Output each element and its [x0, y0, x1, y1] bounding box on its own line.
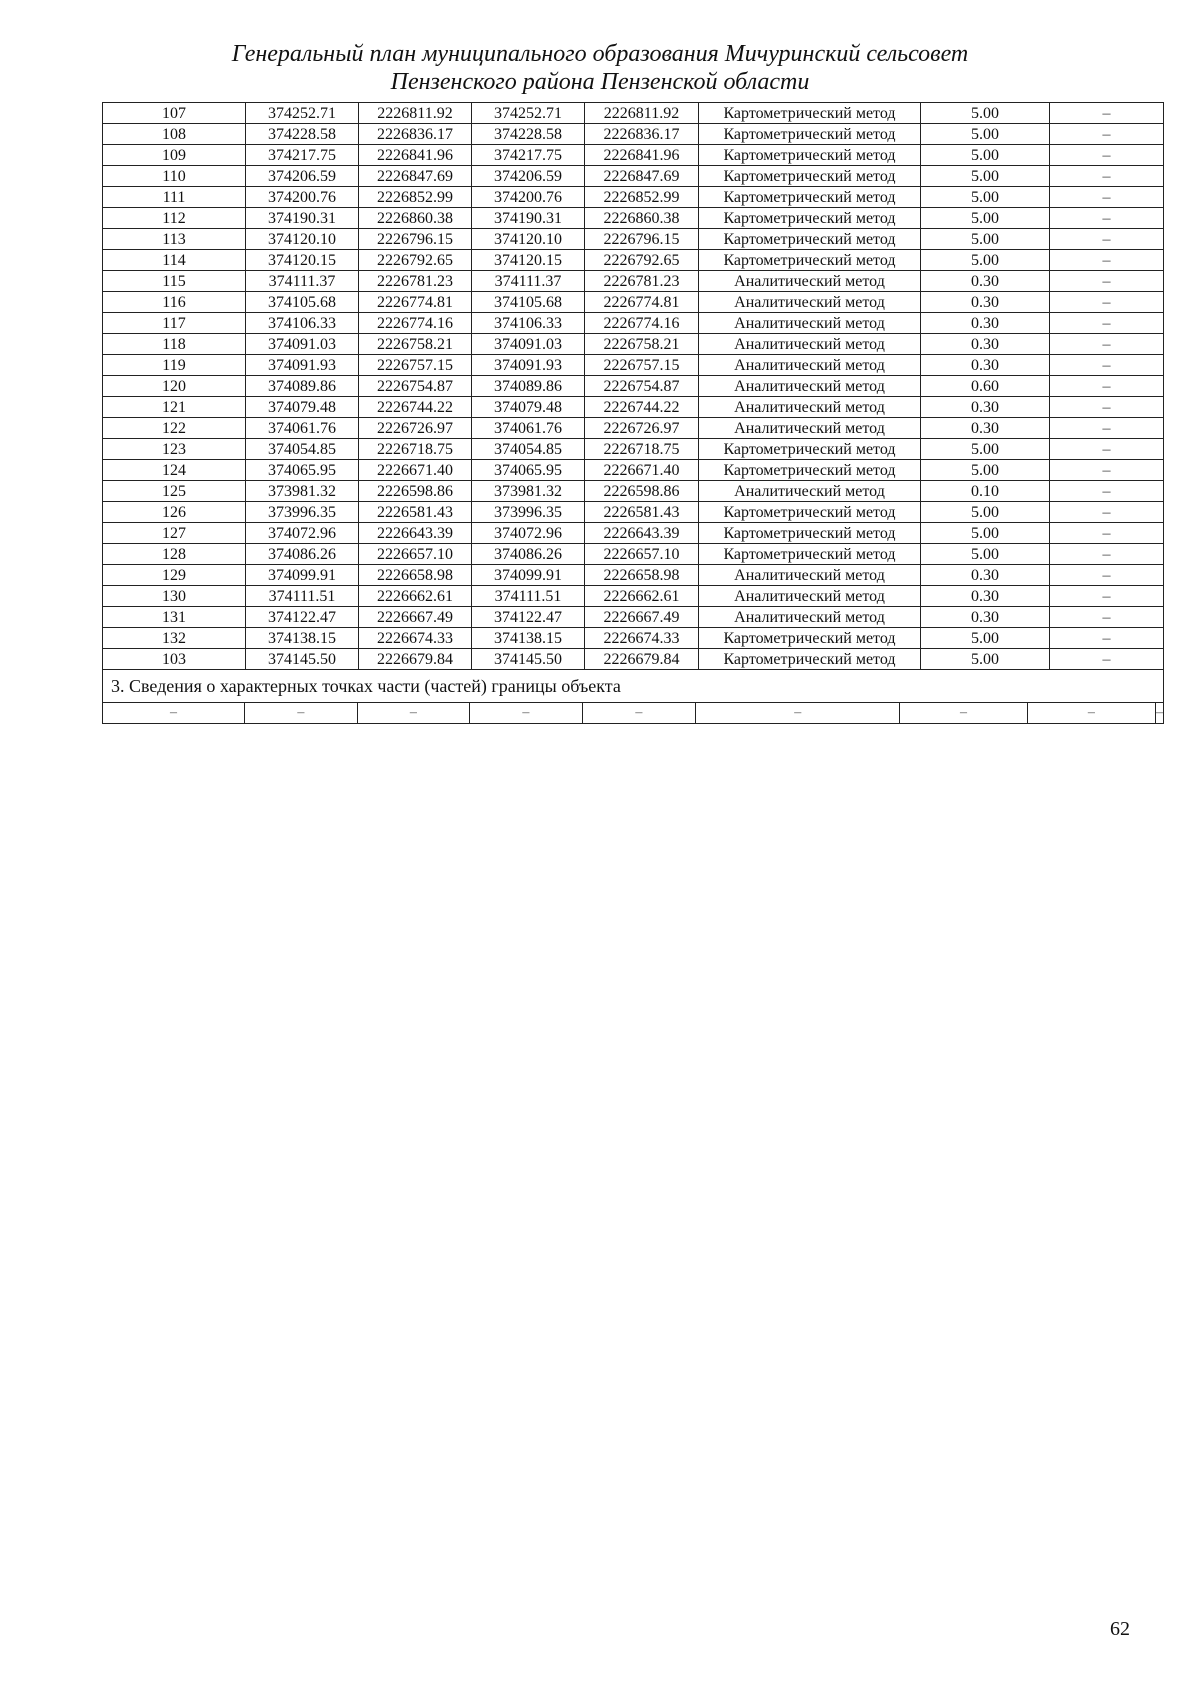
cell-x-existing: 374054.85: [246, 439, 359, 460]
cell-description: –: [1050, 565, 1164, 586]
cell-y-new: 2226744.22: [585, 397, 699, 418]
cell-x-existing: 374072.96: [246, 523, 359, 544]
table-row: [103, 523, 1164, 544]
cell-x-new: 374228.58: [472, 124, 585, 145]
cell-y-existing: 2226796.15: [359, 229, 472, 250]
cell-y-existing: 2226598.86: [359, 481, 472, 502]
cell-y-existing: 2226774.81: [359, 292, 472, 313]
cell-description: –: [1050, 502, 1164, 523]
empty-dash-cell: –: [1156, 705, 1163, 720]
cell-x-new: 374111.37: [472, 271, 585, 292]
cell-accuracy: 5.00: [921, 628, 1050, 649]
cell-point-number: 132: [103, 628, 246, 649]
cell-y-new: 2226811.92: [585, 103, 699, 124]
cell-y-new: 2226758.21: [585, 334, 699, 355]
cell-y-existing: 2226841.96: [359, 145, 472, 166]
cell-point-number: 112: [103, 208, 246, 229]
cell-description: –: [1050, 187, 1164, 208]
empty-dash-cell: –: [696, 703, 900, 723]
cell-point-number: 125: [103, 481, 246, 502]
cell-y-new: 2226718.75: [585, 439, 699, 460]
cell-y-existing: 2226774.16: [359, 313, 472, 334]
cell-y-new: 2226836.17: [585, 124, 699, 145]
cell-x-existing: 374200.76: [246, 187, 359, 208]
cell-method: Картометрический метод: [699, 628, 921, 649]
cell-x-existing: 374089.86: [246, 376, 359, 397]
cell-description: –: [1050, 418, 1164, 439]
cell-x-existing: 374061.76: [246, 418, 359, 439]
cell-x-existing: 374111.51: [246, 586, 359, 607]
cell-x-existing: 374120.10: [246, 229, 359, 250]
cell-description: –: [1050, 313, 1164, 334]
cell-y-existing: 2226658.98: [359, 565, 472, 586]
cell-y-new: 2226598.86: [585, 481, 699, 502]
cell-point-number: 129: [103, 565, 246, 586]
table-row: [103, 439, 1164, 460]
cell-accuracy: 5.00: [921, 145, 1050, 166]
cell-point-number: 119: [103, 355, 246, 376]
cell-y-new: 2226781.23: [585, 271, 699, 292]
empty-dash-cell: –: [245, 703, 358, 723]
cell-y-new: 2226852.99: [585, 187, 699, 208]
cell-x-new: 374122.47: [472, 607, 585, 628]
cell-accuracy: 5.00: [921, 124, 1050, 145]
cell-x-existing: 373996.35: [246, 502, 359, 523]
cell-point-number: 115: [103, 271, 246, 292]
empty-dash-cell: –: [583, 703, 697, 723]
cell-y-new: 2226674.33: [585, 628, 699, 649]
cell-x-existing: 374099.91: [246, 565, 359, 586]
table-row: [103, 586, 1164, 607]
cell-description: –: [1050, 607, 1164, 628]
cell-y-new: 2226757.15: [585, 355, 699, 376]
cell-x-new: 374145.50: [472, 649, 585, 670]
cell-x-new: 374061.76: [472, 418, 585, 439]
table-row: [103, 502, 1164, 523]
cell-y-existing: 2226781.23: [359, 271, 472, 292]
cell-description: –: [1050, 271, 1164, 292]
table-row: [103, 481, 1164, 502]
cell-x-new: 374079.48: [472, 397, 585, 418]
cell-accuracy: 0.10: [921, 481, 1050, 502]
cell-description: –: [1050, 355, 1164, 376]
cell-method: Картометрический метод: [699, 439, 921, 460]
cell-x-existing: 374138.15: [246, 628, 359, 649]
cell-description: –: [1050, 481, 1164, 502]
table-row: [103, 124, 1164, 145]
cell-description: –: [1050, 523, 1164, 544]
cell-accuracy: 0.60: [921, 376, 1050, 397]
cell-x-existing: 374106.33: [246, 313, 359, 334]
empty-dash-cell: –: [1028, 703, 1156, 723]
cell-x-new: 374111.51: [472, 586, 585, 607]
empty-row: [103, 703, 1164, 724]
table-row: [103, 334, 1164, 355]
cell-accuracy: 5.00: [921, 103, 1050, 124]
empty-row-container: [103, 703, 1164, 724]
cell-x-new: 374200.76: [472, 187, 585, 208]
cell-y-existing: 2226679.84: [359, 649, 472, 670]
cell-accuracy: 0.30: [921, 586, 1050, 607]
cell-x-new: 374089.86: [472, 376, 585, 397]
cell-x-existing: 374206.59: [246, 166, 359, 187]
cell-method: Картометрический метод: [699, 250, 921, 271]
cell-x-new: 374099.91: [472, 565, 585, 586]
cell-x-existing: 374111.37: [246, 271, 359, 292]
section-title: 3. Сведения о характерных точках части (частей) границы объекта: [103, 670, 1164, 703]
cell-description: –: [1050, 628, 1164, 649]
cell-accuracy: 5.00: [921, 502, 1050, 523]
cell-accuracy: 0.30: [921, 334, 1050, 355]
cell-method: Картометрический метод: [699, 187, 921, 208]
cell-method: Аналитический метод: [699, 565, 921, 586]
cell-method: Картометрический метод: [699, 229, 921, 250]
cell-description: –: [1050, 145, 1164, 166]
cell-point-number: 124: [103, 460, 246, 481]
cell-x-existing: 374091.03: [246, 334, 359, 355]
cell-description: –: [1050, 166, 1164, 187]
cell-accuracy: 0.30: [921, 292, 1050, 313]
cell-accuracy: 0.30: [921, 271, 1050, 292]
cell-x-new: 374252.71: [472, 103, 585, 124]
cell-accuracy: 5.00: [921, 544, 1050, 565]
cell-x-existing: 374217.75: [246, 145, 359, 166]
cell-description: –: [1050, 229, 1164, 250]
cell-method: Картометрический метод: [699, 145, 921, 166]
header-line-1: Генеральный план муниципального образования Мичуринский сельсовет: [231, 41, 969, 67]
cell-x-existing: 374086.26: [246, 544, 359, 565]
cell-accuracy: 5.00: [921, 649, 1050, 670]
table-row: [103, 292, 1164, 313]
table-row: [103, 103, 1164, 124]
cell-description: –: [1050, 460, 1164, 481]
cell-x-existing: 374190.31: [246, 208, 359, 229]
cell-point-number: 109: [103, 145, 246, 166]
cell-y-existing: 2226847.69: [359, 166, 472, 187]
cell-x-new: 374086.26: [472, 544, 585, 565]
cell-y-existing: 2226667.49: [359, 607, 472, 628]
cell-y-new: 2226841.96: [585, 145, 699, 166]
cell-method: Картометрический метод: [699, 502, 921, 523]
cell-y-existing: 2226718.75: [359, 439, 472, 460]
cell-accuracy: 5.00: [921, 250, 1050, 271]
cell-x-existing: 374228.58: [246, 124, 359, 145]
cell-point-number: 123: [103, 439, 246, 460]
cell-x-new: 374091.03: [472, 334, 585, 355]
cell-method: Аналитический метод: [699, 418, 921, 439]
table-row: [103, 607, 1164, 628]
cell-y-new: 2226726.97: [585, 418, 699, 439]
cell-method: Аналитический метод: [699, 607, 921, 628]
cell-accuracy: 5.00: [921, 229, 1050, 250]
cell-description: –: [1050, 124, 1164, 145]
cell-accuracy: 5.00: [921, 166, 1050, 187]
cell-x-new: 374217.75: [472, 145, 585, 166]
cell-x-new: 374105.68: [472, 292, 585, 313]
cell-method: Аналитический метод: [699, 313, 921, 334]
cell-point-number: 107: [103, 103, 246, 124]
cell-description: –: [1050, 397, 1164, 418]
coordinates-table: [102, 102, 1164, 724]
table-row: [103, 376, 1164, 397]
cell-y-new: 2226754.87: [585, 376, 699, 397]
coordinates-table-body: [103, 103, 1164, 724]
cell-method: Картометрический метод: [699, 124, 921, 145]
empty-dash-cell: –: [900, 703, 1027, 723]
table-row: [103, 460, 1164, 481]
cell-method: Аналитический метод: [699, 355, 921, 376]
cell-x-new: 373981.32: [472, 481, 585, 502]
table-row: [103, 544, 1164, 565]
cell-accuracy: 5.00: [921, 187, 1050, 208]
table-row: [103, 208, 1164, 229]
cell-accuracy: 5.00: [921, 523, 1050, 544]
cell-y-new: 2226774.81: [585, 292, 699, 313]
table-row: [103, 313, 1164, 334]
cell-y-existing: 2226662.61: [359, 586, 472, 607]
cell-description: –: [1050, 439, 1164, 460]
cell-y-new: 2226643.39: [585, 523, 699, 544]
cell-description: –: [1050, 208, 1164, 229]
table-row: [103, 649, 1164, 670]
section-row: [103, 670, 1164, 703]
cell-y-existing: 2226674.33: [359, 628, 472, 649]
cell-method: Картометрический метод: [699, 544, 921, 565]
cell-method: Аналитический метод: [699, 292, 921, 313]
cell-method: Картометрический метод: [699, 103, 921, 124]
cell-accuracy: 5.00: [921, 460, 1050, 481]
cell-y-new: 2226581.43: [585, 502, 699, 523]
cell-description: –: [1050, 376, 1164, 397]
cell-accuracy: 0.30: [921, 607, 1050, 628]
cell-method: Аналитический метод: [699, 481, 921, 502]
cell-method: Картометрический метод: [699, 208, 921, 229]
cell-y-existing: 2226852.99: [359, 187, 472, 208]
cell-y-existing: 2226836.17: [359, 124, 472, 145]
cell-description: –: [1050, 586, 1164, 607]
empty-dash-cell: –: [103, 703, 245, 723]
cell-x-existing: 373981.32: [246, 481, 359, 502]
cell-point-number: 117: [103, 313, 246, 334]
cell-y-new: 2226662.61: [585, 586, 699, 607]
cell-method: Аналитический метод: [699, 334, 921, 355]
table-row: [103, 145, 1164, 166]
cell-point-number: 131: [103, 607, 246, 628]
cell-point-number: 126: [103, 502, 246, 523]
cell-x-new: 374106.33: [472, 313, 585, 334]
cell-y-new: 2226671.40: [585, 460, 699, 481]
cell-point-number: 113: [103, 229, 246, 250]
cell-y-new: 2226657.10: [585, 544, 699, 565]
cell-y-new: 2226847.69: [585, 166, 699, 187]
cell-point-number: 116: [103, 292, 246, 313]
cell-y-new: 2226679.84: [585, 649, 699, 670]
table-row: [103, 628, 1164, 649]
cell-point-number: 127: [103, 523, 246, 544]
cell-y-existing: 2226860.38: [359, 208, 472, 229]
cell-description: –: [1050, 292, 1164, 313]
cell-x-new: 374072.96: [472, 523, 585, 544]
page-number: 62: [1110, 1618, 1130, 1640]
cell-x-existing: 374120.15: [246, 250, 359, 271]
cell-point-number: 122: [103, 418, 246, 439]
cell-y-new: 2226860.38: [585, 208, 699, 229]
cell-y-existing: 2226758.21: [359, 334, 472, 355]
cell-x-new: 374091.93: [472, 355, 585, 376]
cell-y-existing: 2226757.15: [359, 355, 472, 376]
header-line-2: Пензенского района Пензенской области: [390, 69, 810, 95]
cell-method: Аналитический метод: [699, 271, 921, 292]
cell-x-new: 373996.35: [472, 502, 585, 523]
cell-y-existing: 2226811.92: [359, 103, 472, 124]
cell-accuracy: 5.00: [921, 439, 1050, 460]
cell-y-new: 2226792.65: [585, 250, 699, 271]
cell-description: –: [1050, 334, 1164, 355]
empty-dash-cell: –: [470, 703, 583, 723]
cell-x-new: 374190.31: [472, 208, 585, 229]
cell-accuracy: 0.30: [921, 565, 1050, 586]
table-row: [103, 397, 1164, 418]
cell-method: Картометрический метод: [699, 523, 921, 544]
cell-point-number: 121: [103, 397, 246, 418]
table-row: [103, 418, 1164, 439]
cell-description: –: [1050, 544, 1164, 565]
cell-method: Аналитический метод: [699, 397, 921, 418]
cell-y-existing: 2226643.39: [359, 523, 472, 544]
cell-x-existing: 374252.71: [246, 103, 359, 124]
cell-point-number: 103: [103, 649, 246, 670]
cell-point-number: 111: [103, 187, 246, 208]
table-row: [103, 271, 1164, 292]
cell-x-new: 374120.15: [472, 250, 585, 271]
cell-y-existing: 2226581.43: [359, 502, 472, 523]
cell-y-existing: 2226671.40: [359, 460, 472, 481]
cell-x-existing: 374105.68: [246, 292, 359, 313]
cell-point-number: 118: [103, 334, 246, 355]
cell-x-existing: 374091.93: [246, 355, 359, 376]
table-row: [103, 166, 1164, 187]
cell-x-new: 374206.59: [472, 166, 585, 187]
cell-accuracy: 0.30: [921, 355, 1050, 376]
table-row: [103, 565, 1164, 586]
cell-point-number: 130: [103, 586, 246, 607]
empty-dash-cell: –: [358, 703, 471, 723]
cell-x-new: 374065.95: [472, 460, 585, 481]
cell-y-existing: 2226657.10: [359, 544, 472, 565]
cell-y-new: 2226667.49: [585, 607, 699, 628]
cell-accuracy: 0.30: [921, 397, 1050, 418]
cell-y-existing: 2226744.22: [359, 397, 472, 418]
cell-x-new: 374138.15: [472, 628, 585, 649]
table-row: [103, 250, 1164, 271]
cell-y-new: 2226774.16: [585, 313, 699, 334]
cell-y-new: 2226658.98: [585, 565, 699, 586]
cell-method: Картометрический метод: [699, 166, 921, 187]
cell-accuracy: 5.00: [921, 208, 1050, 229]
cell-description: –: [1050, 103, 1164, 124]
table-row: [103, 355, 1164, 376]
cell-point-number: 114: [103, 250, 246, 271]
cell-method: Картометрический метод: [699, 649, 921, 670]
cell-point-number: 128: [103, 544, 246, 565]
cell-y-new: 2226796.15: [585, 229, 699, 250]
table-row: [103, 229, 1164, 250]
cell-accuracy: 0.30: [921, 313, 1050, 334]
cell-method: Аналитический метод: [699, 586, 921, 607]
page-header: [0, 40, 1200, 96]
cell-x-new: 374120.10: [472, 229, 585, 250]
cell-point-number: 120: [103, 376, 246, 397]
cell-x-existing: 374065.95: [246, 460, 359, 481]
cell-x-existing: 374145.50: [246, 649, 359, 670]
cell-x-existing: 374122.47: [246, 607, 359, 628]
cell-x-existing: 374079.48: [246, 397, 359, 418]
cell-point-number: 108: [103, 124, 246, 145]
cell-y-existing: 2226792.65: [359, 250, 472, 271]
cell-description: –: [1050, 649, 1164, 670]
table-row: [103, 187, 1164, 208]
cell-accuracy: 0.30: [921, 418, 1050, 439]
cell-description: –: [1050, 250, 1164, 271]
cell-y-existing: 2226754.87: [359, 376, 472, 397]
cell-x-new: 374054.85: [472, 439, 585, 460]
cell-point-number: 110: [103, 166, 246, 187]
cell-method: Аналитический метод: [699, 376, 921, 397]
cell-method: Картометрический метод: [699, 460, 921, 481]
cell-y-existing: 2226726.97: [359, 418, 472, 439]
